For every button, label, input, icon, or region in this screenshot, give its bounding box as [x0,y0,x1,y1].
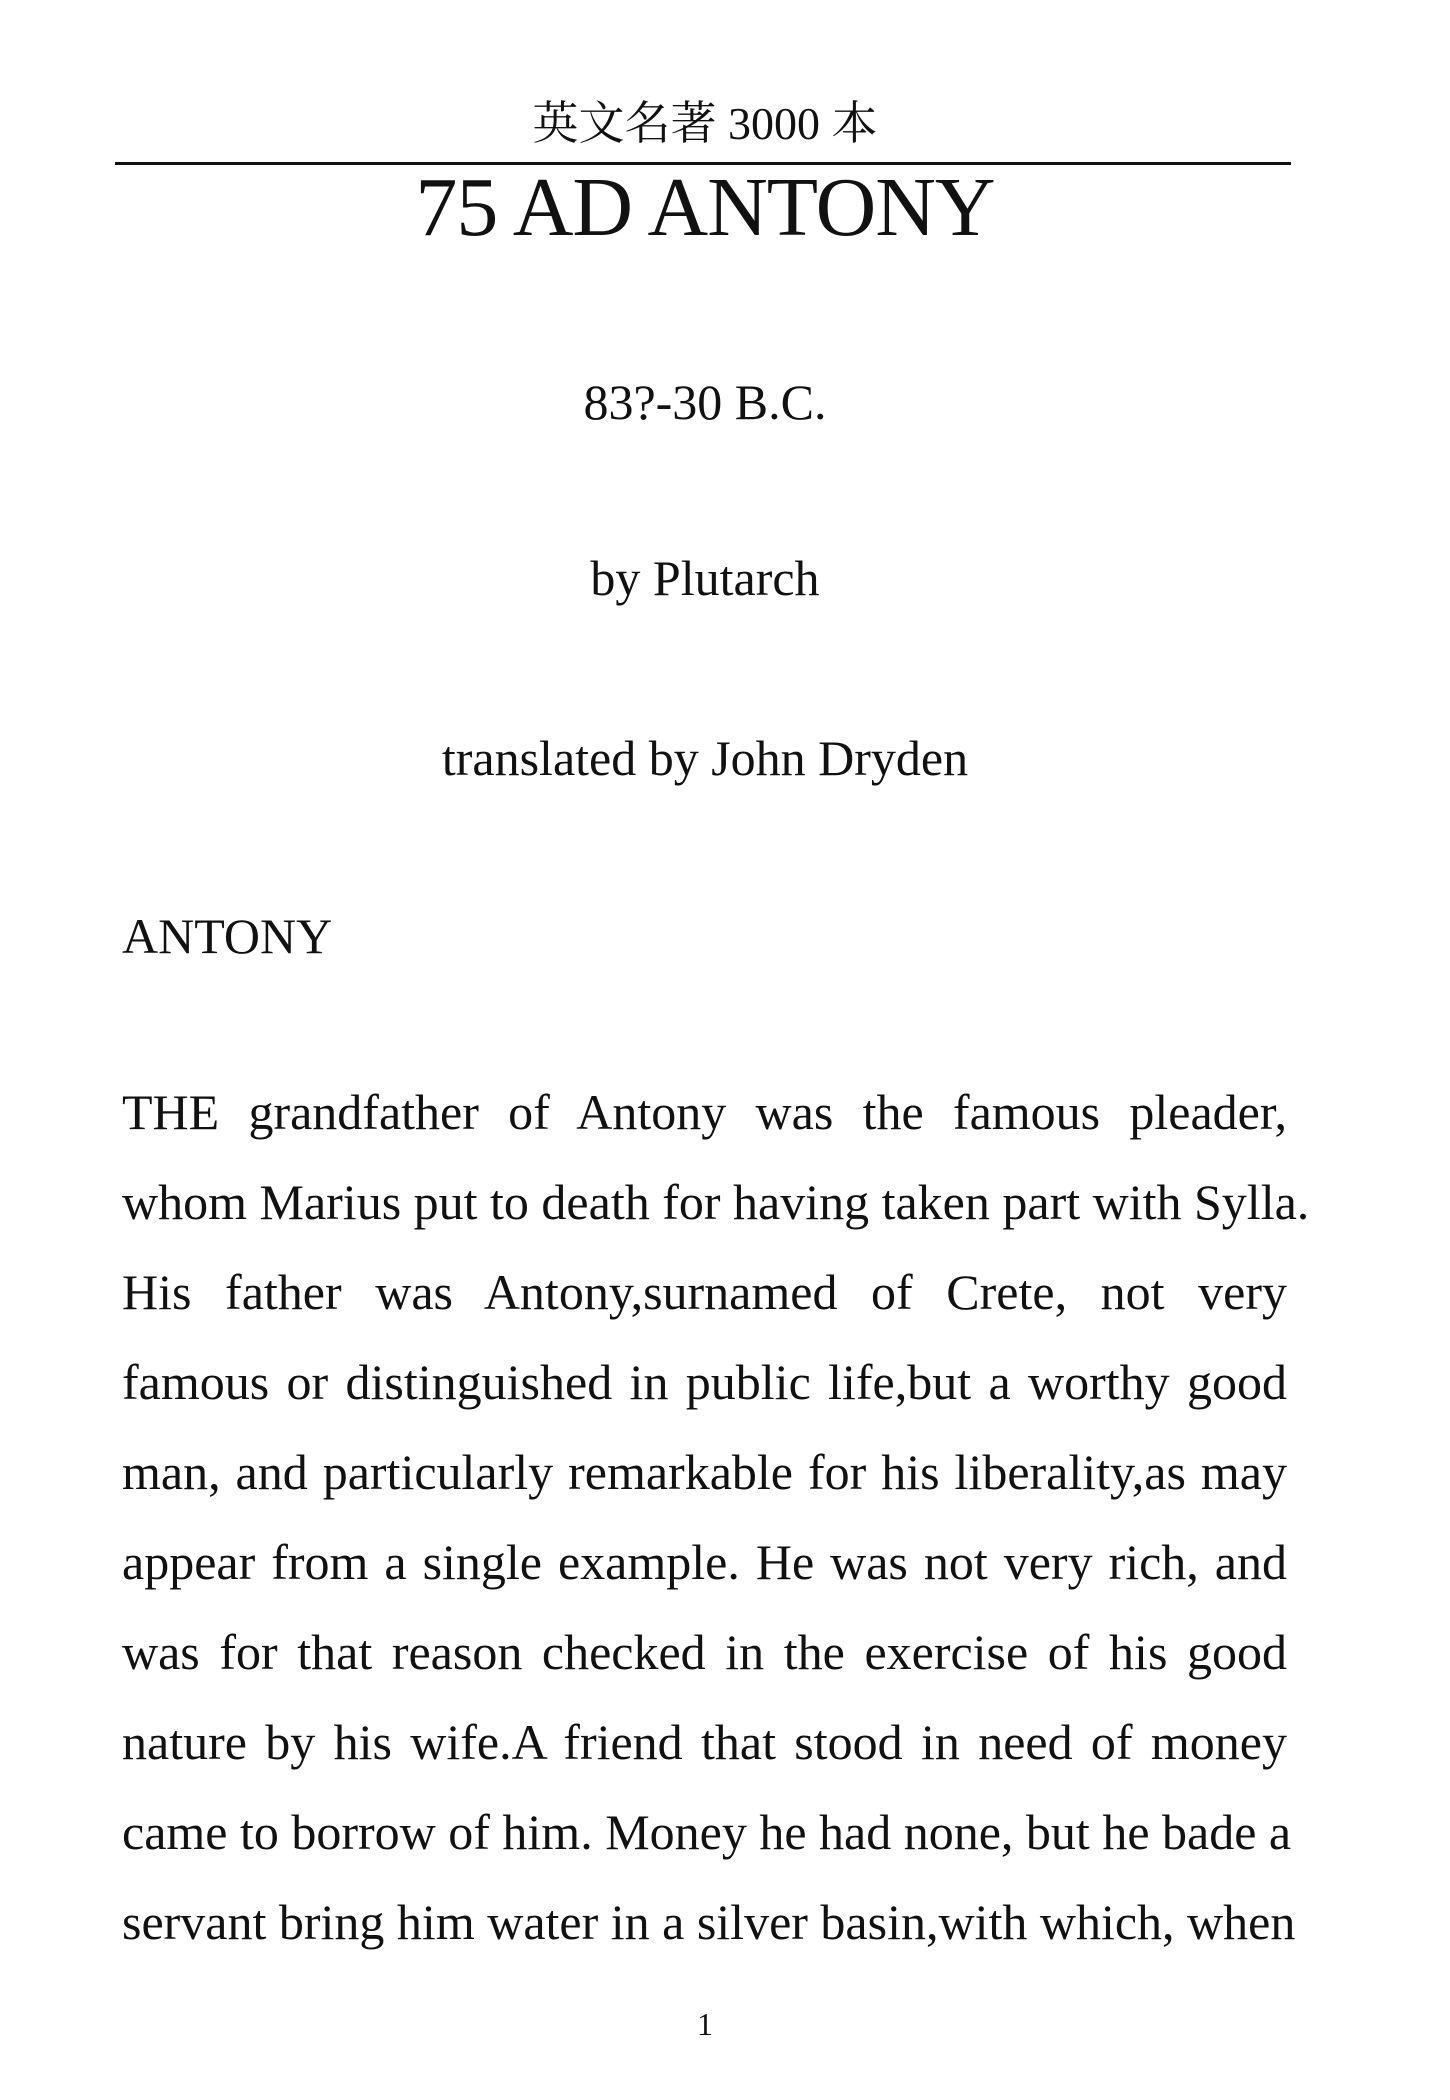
dates-line: 83?-30 B.C. [583,374,827,430]
body-line: man, and particularly remarkable for his liberality,as may [122,1444,1287,1500]
body-line: famous or distinguished in public life,but a worthy good [122,1354,1287,1410]
body-line: nature by his wife.A friend that stood in need of money [122,1714,1287,1770]
body-line: came to borrow of him. Money he had none, but he bade a [122,1804,1292,1860]
book-title: 75 AD ANTONY [415,161,995,254]
author-line: by Plutarch [590,550,820,606]
body-text [122,1082,1310,1982]
body-line: appear from a single example. He was not very rich, and [122,1534,1287,1590]
body-line: His father was Antony,surnamed of Crete, not very [122,1264,1287,1320]
body-line: was for that reason checked in the exercise of his good [122,1624,1287,1680]
running-header: 英文名著 3000 本 [532,98,878,149]
section-heading: ANTONY [122,908,333,964]
body-line: whom Marius put to death for having taken part with Sylla. [122,1174,1310,1230]
body-line: THE grandfather of Antony was the famous pleader, [122,1084,1287,1140]
body-line: servant bring him water in a silver basin,with which, when [122,1894,1296,1950]
page-number: 1 [697,2006,713,2042]
translator-line: translated by John Dryden [441,730,969,786]
